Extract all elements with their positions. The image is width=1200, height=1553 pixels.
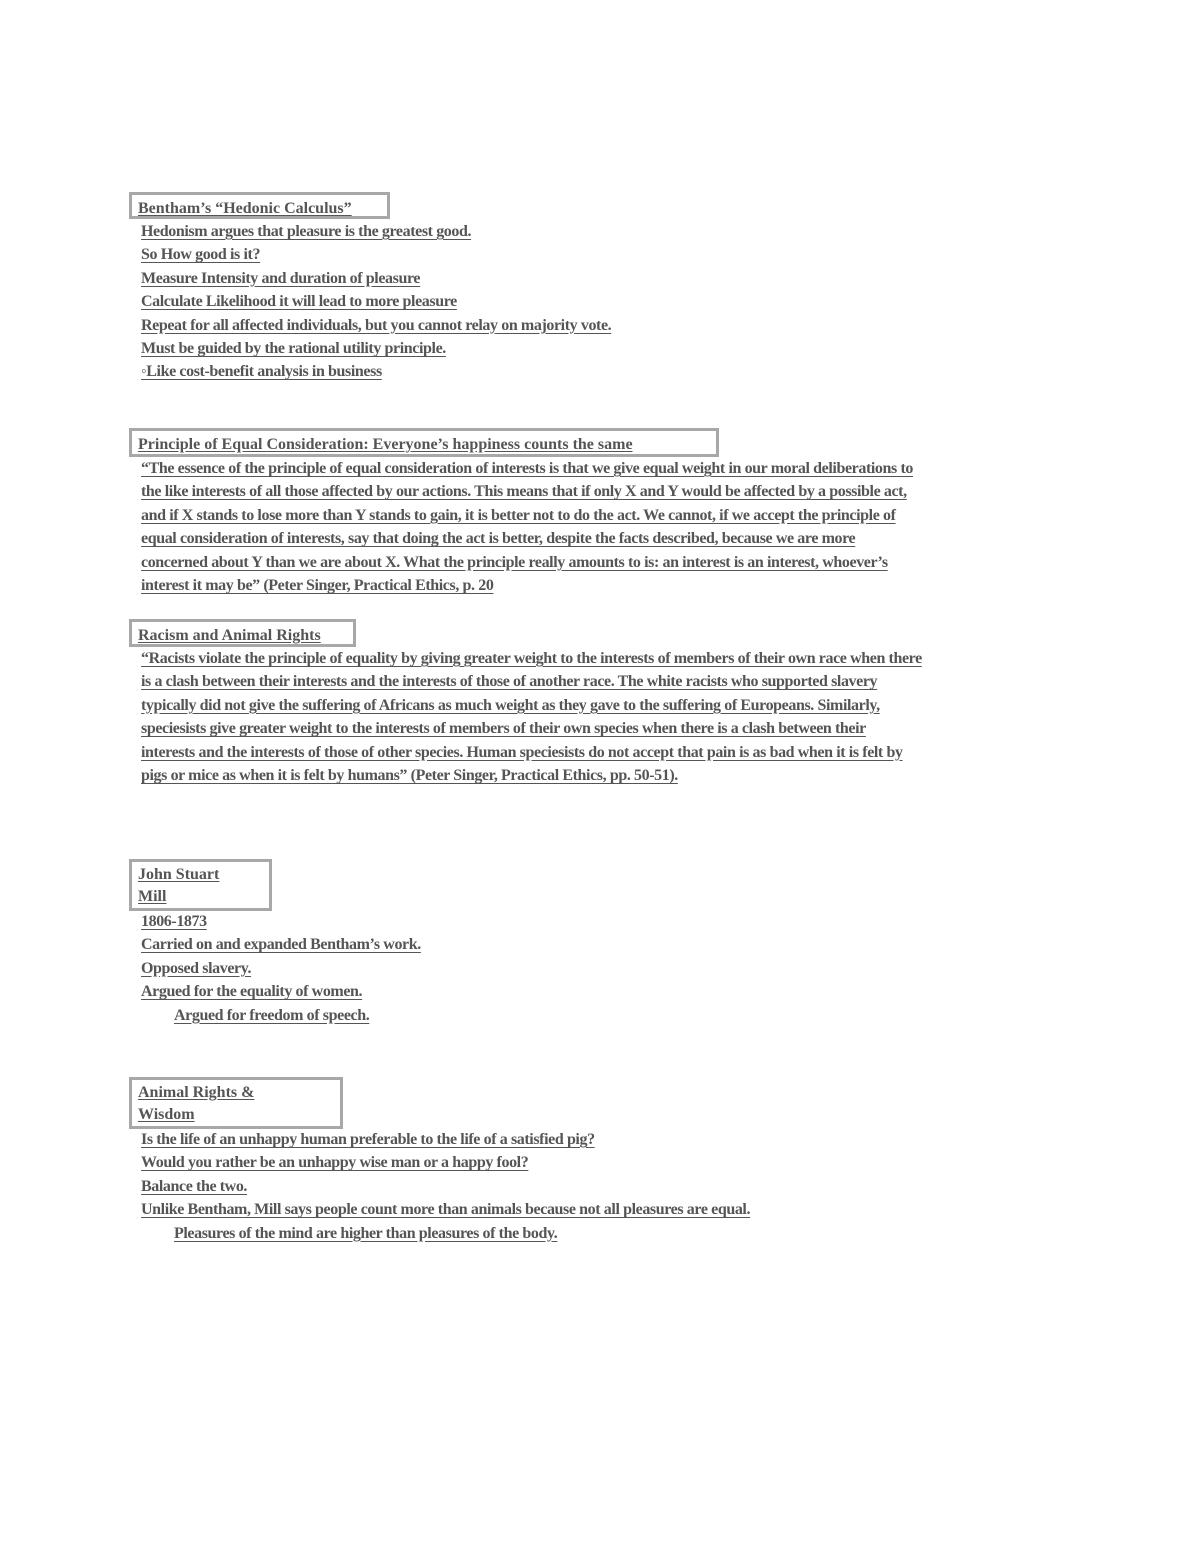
text-line: ◦Like cost-benefit analysis in business	[141, 363, 382, 381]
text-line: Hedonism argues that pleasure is the greatest good.	[141, 223, 472, 240]
john-stuart-mill-heading	[129, 859, 272, 911]
text-line: Would you rather be an unhappy wise man or a happy fool?	[141, 1154, 529, 1172]
hedonic-heading-text: Bentham’s “Hedonic Calculus”	[138, 200, 352, 217]
equal-consideration-heading	[129, 428, 719, 457]
text-line: So How good is it?	[141, 246, 261, 264]
text-line: and if X stands to lose more than Y stands to gain, it is better not to do the act. We cannot, if we accept the principle of	[141, 506, 896, 524]
mill-heading-line-2: Mill	[138, 888, 167, 905]
text-line: pigs or mice as when it is felt by humans” (Peter Singer, Practical Ethics, pp. 50-51).	[141, 767, 678, 785]
racism-quote	[141, 647, 922, 787]
wisdom-heading-line-1: Animal Rights &	[138, 1084, 255, 1101]
text-line-indented: Argued for freedom of speech.	[174, 1006, 370, 1024]
text-line: the like interests of all those affected by our actions. This means that if only X and Y would be affected by a possible act,	[141, 483, 907, 501]
text-line: “Racists violate the principle of equality by giving greater weight to the interests of members of their own race when there	[141, 650, 922, 667]
text-line: interest it may be” (Peter Singer, Practical Ethics, p. 20	[141, 577, 494, 595]
text-line: 1806-1873	[141, 913, 207, 930]
text-line: Measure Intensity and duration of pleasure	[141, 269, 421, 287]
text-line: concerned about Y than we are about X. What the principle really amounts to is: an interest is an interest, whoever’s	[141, 553, 888, 571]
text-line: Unlike Bentham, Mill says people count more than animals because not all pleasures are equal.	[141, 1201, 751, 1219]
mill-heading-line-1: John Stuart	[138, 866, 220, 883]
equal-heading-text: Principle of Equal Consideration: Everyone’s happiness counts the same	[138, 436, 633, 453]
wisdom-heading-line-2: Wisdom	[138, 1106, 195, 1123]
text-line: Is the life of an unhappy human preferable to the life of a satisfied pig?	[141, 1131, 595, 1148]
text-line: “The essence of the principle of equal consideration of interests is that we give equal weight in our moral deliberations to	[141, 460, 913, 477]
text-line: Argued for the equality of women.	[141, 983, 363, 1001]
animal-rights-wisdom-heading	[129, 1077, 343, 1129]
text-line: Calculate Likelihood it will lead to more pleasure	[141, 293, 457, 311]
wisdom-body	[141, 1128, 750, 1245]
text-line-indented: Pleasures of the mind are higher than pleasures of the body.	[174, 1224, 558, 1242]
text-line: Balance the two.	[141, 1177, 248, 1195]
hedonic-calculus-body	[141, 220, 611, 384]
text-line: is a clash between their interests and the interests of those of another race. The white racists who supported slavery	[141, 673, 878, 691]
racism-heading-text: Racism and Animal Rights	[138, 627, 321, 644]
text-line: Repeat for all affected individuals, but you cannot relay on majority vote.	[141, 316, 612, 334]
text-line: Must be guided by the rational utility principle.	[141, 340, 446, 358]
text-line: Opposed slavery.	[141, 959, 252, 977]
text-line: speciesists give greater weight to the interests of members of their own species when there is a clash between their	[141, 720, 866, 738]
hedonic-calculus-heading	[129, 192, 390, 219]
mill-body	[141, 910, 421, 1027]
racism-animal-rights-heading	[129, 619, 356, 647]
text-line: typically did not give the suffering of Africans as much weight as they gave to the suffering of Europeans. Similarly,	[141, 696, 880, 714]
equal-consideration-quote	[141, 457, 913, 597]
text-line: Carried on and expanded Bentham’s work.	[141, 936, 421, 954]
text-line: equal consideration of interests, say that doing the act is better, despite the facts described, because we are more	[141, 530, 856, 548]
text-line: interests and the interests of those of other species. Human speciesists do not accept that pain is as bad when it is felt by	[141, 743, 903, 761]
